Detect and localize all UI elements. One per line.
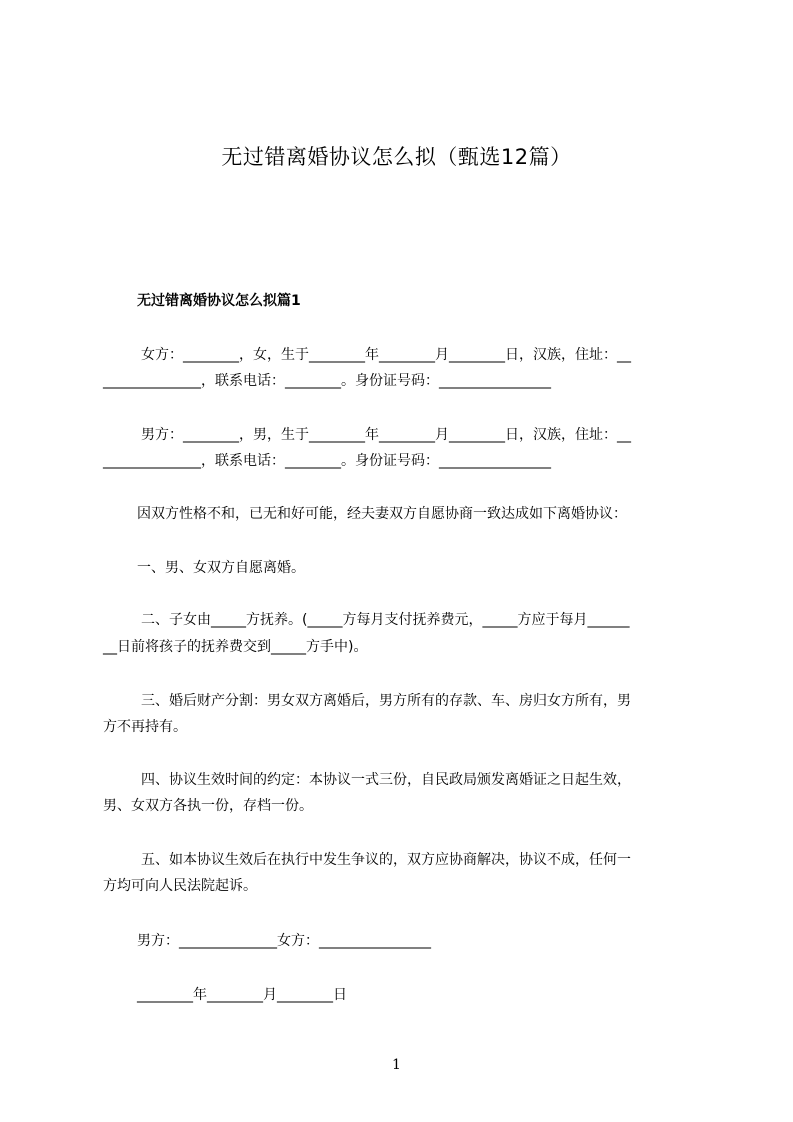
page-number: 1: [392, 1057, 401, 1073]
female-party-line-1: 女方：________，女，生于________年________月________日，汉族，住址：__: [141, 347, 631, 363]
clause-5-line-2: 方均可向人民法院起诉。: [103, 878, 257, 894]
female-party-line-2: ______________，联系电话：________。身份证号码：________________: [103, 373, 551, 389]
clause-3-line-1: 三、婚后财产分割：男女双方离婚后，男方所有的存款、车、房归女方所有，男: [141, 693, 631, 709]
clause-3-line-2: 方不再持有。: [103, 719, 187, 735]
clause-2-line-1: 二、子女由_____方抚养。(_____方每月支付抚养费元，_____方应于每月______: [141, 612, 630, 628]
male-party-line-1: 男方：________，男，生于________年________月________日，汉族，住址：__: [141, 427, 631, 443]
date-line: ________年________月________日: [137, 987, 347, 1003]
clause-4-line-1: 四、协议生效时间的约定：本协议一式三份，自民政局颁发离婚证之日起生效，: [141, 772, 631, 788]
male-party-line-2: ______________，联系电话：________。身份证号码：________________: [103, 453, 551, 469]
intro-paragraph: 因双方性格不和，已无和好可能，经夫妻双方自愿协商一致达成如下离婚协议：: [137, 506, 627, 522]
clause-2-line-2: __日前将孩子的抚养费交到_____方手中)。: [103, 639, 368, 655]
clause-4-line-2: 男、女双方各执一份，存档一份。: [103, 798, 313, 814]
clause-5-line-1: 五、如本协议生效后在执行中发生争议的，双方应协商解决，协议不成，任何一: [141, 852, 631, 868]
clause-1: 一、男、女双方自愿离婚。: [137, 560, 305, 576]
section-heading: 无过错离婚协议怎么拟篇1: [137, 293, 301, 309]
signature-line: 男方：______________女方：________________: [137, 933, 431, 949]
document-title: 无过错离婚协议怎么拟（甄选12篇）: [221, 145, 572, 169]
